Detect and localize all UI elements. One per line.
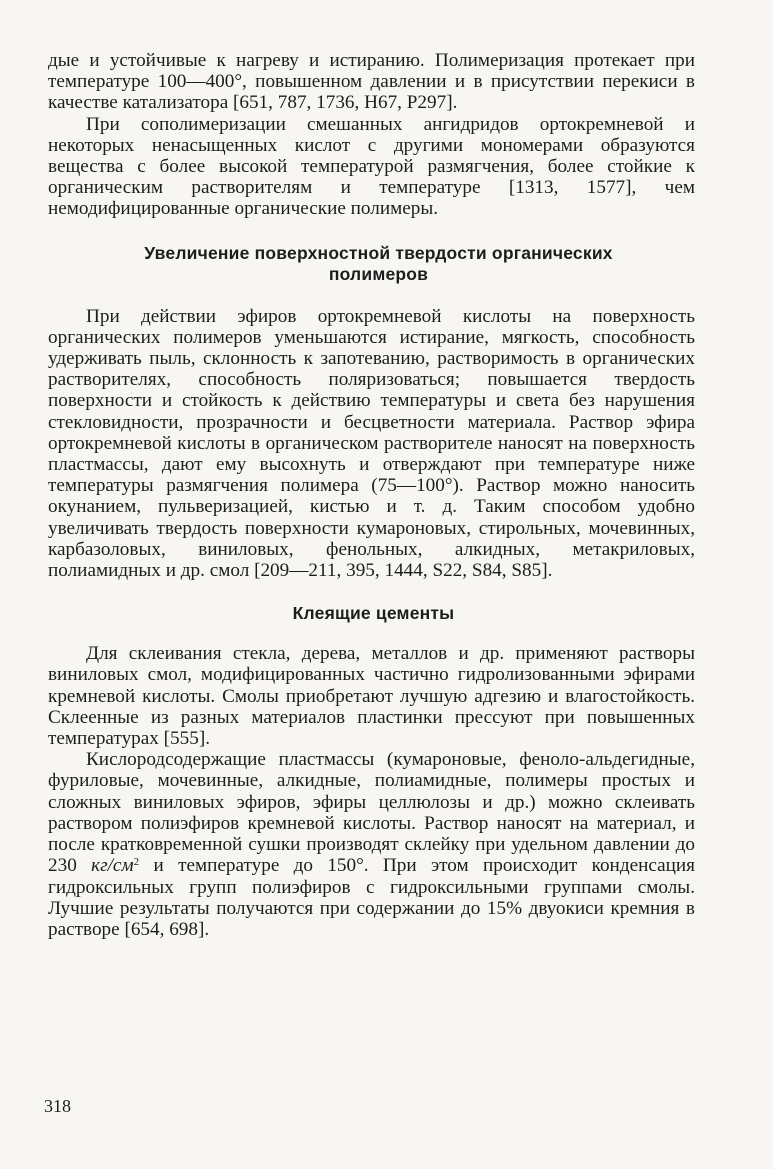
- paragraph-surface-hardness: При действии эфиров ортокремневой кислоты на поверхность органических полимеров уменьшаются истирание, мягкость, способность удерживать пыль, склонность к запотеванию, растворимость в органических растворителях, способность поляризоваться; повышается твердость поверхности и стойкость к действию температуры и света без нарушения стекловидности, прозрачности и бесцветности материала. Раствор эфира ортокремневой кислоты в органическом растворителе наносят на поверхность пластмассы, дают ему высохнуть и отверждают при температуре ниже температуры размягчения полимера (75—100°). Раствор можно наносить окунанием, пульверизацией, кистью и т. д. Таким способом удобно увеличивать твердость поверхности кумароновых, стирольных, мочевинных, карбазоловых, виниловых, фенольных, алкидных, метакриловых, полиамидных и др. смол [209—211, 395, 1444, S22, S84, S85].: [48, 305, 695, 582]
- page-number: 318: [44, 1096, 71, 1116]
- paragraph-oxygen-plastics: [48, 749, 695, 940]
- paragraph-oxygen-plastics-part1: Кислородсодержащие пластмассы (кумароновые, феноло-альдегидные, фуриловые, мочевинные, алкидные, полиамидные, полимеры простых и сложных виниловых эфиров, эфиры целлюлозы и др.) можно склеивать раствором полиэфиров кремневой кислоты. Раствор наносят на материал, и после кратковременной сушки производят склейку при удельном давлении до 230: [48, 749, 695, 877]
- paragraph-oxygen-plastics-part2: и температуре до 150°. При этом происходит конденсация гидроксильных групп полиэфиров с гидроксильными группами смолы. Лучшие результаты получаются при содержании до 15% двуокиси кремния в растворе [654, 698].: [48, 855, 696, 940]
- section-heading-adhesive-cements: Клеящие цементы: [292, 603, 455, 624]
- pressure-unit-exponent: 2: [133, 856, 140, 869]
- paragraph-copolymerization: При сополимеризации смешанных ангидридов ортокремневой и некоторых ненасыщенных кислот с другими мономерами образуются вещества с более высокой температурой размягчения, более стойкие к органическим растворителям и температуре [1313, 1577], чем немодифицированные органические полимеры.: [48, 113, 695, 220]
- section-heading-surface-hardness: Увеличение поверхностной твердости органических полимеров: [144, 242, 613, 284]
- pressure-unit: кг/см: [91, 855, 134, 877]
- paragraph-gluing-resins: Для склеивания стекла, дерева, металлов и др. применяют растворы виниловых смол, модифицированных частично гидролизованными эфирами кремневой кислоты. Смолы приобретают лучшую адгезию и влагостойкость. Склеенные из разных материалов пластинки прессуют при повышенных температурах [555].: [48, 643, 695, 750]
- paragraph-polymerization-end: дые и устойчивые к нагреву и истиранию. Полимеризация протекает при температуре 100—400°, повышенном давлении и в присутствии перекиси в качестве катализатора [651, 787, 1736, Н67, Р297].: [48, 50, 695, 114]
